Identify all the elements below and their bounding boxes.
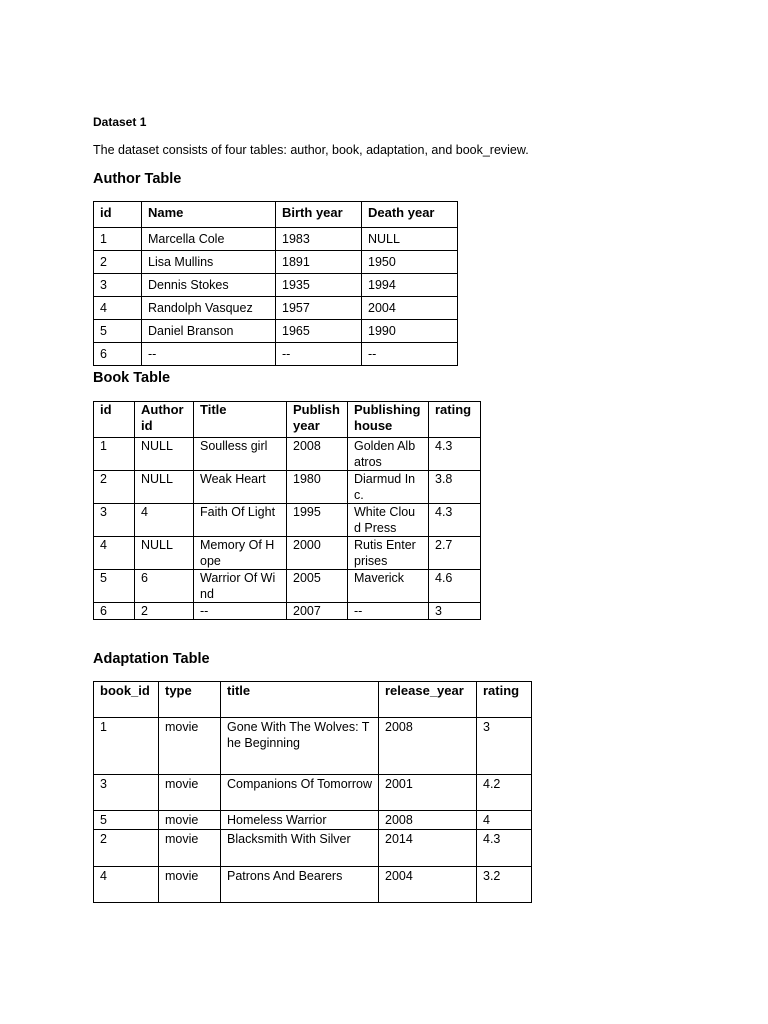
table-cell: Randolph Vasquez	[142, 297, 276, 320]
table-cell: Memory Of Hope	[194, 537, 287, 570]
table-cell: 1983	[276, 228, 362, 251]
table-cell: 4.3	[429, 504, 481, 537]
table-cell: 2005	[287, 570, 348, 603]
table-cell: 2014	[379, 830, 477, 867]
table-cell: Patrons And Bearers	[221, 867, 379, 903]
table-cell: Blacksmith With Silver	[221, 830, 379, 867]
header-cell: book_id	[94, 682, 159, 718]
table-cell: Diarmud Inc.	[348, 471, 429, 504]
table-cell: 4	[94, 537, 135, 570]
table-cell: 2004	[379, 867, 477, 903]
table-cell: movie	[159, 775, 221, 811]
table-row	[94, 274, 458, 297]
table-cell: --	[348, 603, 429, 620]
table-cell: White Cloud Press	[348, 504, 429, 537]
table-cell: 2008	[287, 438, 348, 471]
table-cell: Maverick	[348, 570, 429, 603]
table-cell: 1995	[287, 504, 348, 537]
table-cell: 3	[94, 504, 135, 537]
table-row	[94, 718, 532, 775]
table-cell: NULL	[135, 537, 194, 570]
table-cell: NULL	[135, 438, 194, 471]
table-cell: movie	[159, 830, 221, 867]
table-cell: 2004	[362, 297, 458, 320]
table-cell: movie	[159, 811, 221, 830]
table-cell: 6	[94, 343, 142, 366]
table-cell: Dennis Stokes	[142, 274, 276, 297]
table-cell: 4	[135, 504, 194, 537]
table-cell: Homeless Warrior	[221, 811, 379, 830]
intro-paragraph: The dataset consists of four tables: author, book, adaptation, and book_review.	[93, 143, 529, 157]
header-cell: rating	[429, 402, 481, 438]
table-row	[94, 775, 532, 811]
table-cell: --	[362, 343, 458, 366]
table-row	[94, 251, 458, 274]
table-row	[94, 570, 481, 603]
table-cell: 3.2	[477, 867, 532, 903]
table-cell: Marcella Cole	[142, 228, 276, 251]
table-cell: Daniel Branson	[142, 320, 276, 343]
table-cell: 4.6	[429, 570, 481, 603]
table-cell: 2008	[379, 718, 477, 775]
header-cell: Title	[194, 402, 287, 438]
table-cell: 1957	[276, 297, 362, 320]
table-cell: 4	[94, 297, 142, 320]
table-cell: Soulless girl	[194, 438, 287, 471]
table-cell: 2000	[287, 537, 348, 570]
table-cell: 1990	[362, 320, 458, 343]
table-cell: 1965	[276, 320, 362, 343]
table-cell: 5	[94, 570, 135, 603]
table-header-row	[94, 402, 481, 438]
table-cell: 6	[94, 603, 135, 620]
header-cell: id	[94, 402, 135, 438]
table-cell: 2	[94, 830, 159, 867]
table-cell: 2	[135, 603, 194, 620]
header-cell: id	[94, 202, 142, 228]
table-cell: 4	[94, 867, 159, 903]
table-cell: 2008	[379, 811, 477, 830]
table-row	[94, 228, 458, 251]
table-cell: Golden Albatros	[348, 438, 429, 471]
header-cell: Birth year	[276, 202, 362, 228]
table-cell: 2001	[379, 775, 477, 811]
table-cell: movie	[159, 718, 221, 775]
table-row	[94, 504, 481, 537]
table-cell: 5	[94, 811, 159, 830]
header-cell: Publishing house	[348, 402, 429, 438]
table-cell: 2	[94, 471, 135, 504]
header-cell: rating	[477, 682, 532, 718]
table-row	[94, 537, 481, 570]
author-table-title: Author Table	[93, 171, 182, 187]
table-cell: 4.3	[477, 830, 532, 867]
table-cell: 4	[477, 811, 532, 830]
adaptation-table-title: Adaptation Table	[93, 651, 210, 667]
table-cell: movie	[159, 867, 221, 903]
book-table-title: Book Table	[93, 370, 171, 386]
author-table	[93, 201, 458, 366]
table-cell: Companions Of Tomorrow	[221, 775, 379, 811]
dataset-label: Dataset 1	[93, 115, 147, 129]
table-cell: 3	[429, 603, 481, 620]
table-cell: NULL	[135, 471, 194, 504]
table-row	[94, 297, 458, 320]
table-cell: 1	[94, 438, 135, 471]
table-cell: 1	[94, 228, 142, 251]
table-cell: 4.3	[429, 438, 481, 471]
table-cell: 3	[94, 274, 142, 297]
table-cell: 5	[94, 320, 142, 343]
header-cell: release_year	[379, 682, 477, 718]
table-cell: Warrior Of Wind	[194, 570, 287, 603]
table-row	[94, 811, 532, 830]
header-cell: title	[221, 682, 379, 718]
header-cell: Name	[142, 202, 276, 228]
header-cell: type	[159, 682, 221, 718]
header-cell: Death year	[362, 202, 458, 228]
table-cell: 2.7	[429, 537, 481, 570]
table-cell: 3.8	[429, 471, 481, 504]
table-cell: Rutis Enterprises	[348, 537, 429, 570]
table-cell: --	[276, 343, 362, 366]
table-row	[94, 830, 532, 867]
table-row	[94, 471, 481, 504]
table-row	[94, 438, 481, 471]
table-cell: Gone With The Wolves: The Beginning	[221, 718, 379, 775]
table-cell: 2007	[287, 603, 348, 620]
table-cell: 2	[94, 251, 142, 274]
table-cell: --	[142, 343, 276, 366]
table-cell: 1891	[276, 251, 362, 274]
table-row	[94, 343, 458, 366]
table-cell: 3	[94, 775, 159, 811]
table-cell: Weak Heart	[194, 471, 287, 504]
table-cell: 1	[94, 718, 159, 775]
table-cell: Lisa Mullins	[142, 251, 276, 274]
table-cell: 1935	[276, 274, 362, 297]
table-row	[94, 867, 532, 903]
table-cell: 6	[135, 570, 194, 603]
table-cell: Faith Of Light	[194, 504, 287, 537]
table-row	[94, 603, 481, 620]
table-row	[94, 320, 458, 343]
table-header-row	[94, 682, 532, 718]
table-cell: --	[194, 603, 287, 620]
table-cell: NULL	[362, 228, 458, 251]
table-cell: 3	[477, 718, 532, 775]
header-cell: Publish year	[287, 402, 348, 438]
adaptation-table	[93, 681, 532, 903]
table-cell: 1950	[362, 251, 458, 274]
table-cell: 1994	[362, 274, 458, 297]
table-cell: 4.2	[477, 775, 532, 811]
header-cell: Author id	[135, 402, 194, 438]
book-table	[93, 401, 481, 620]
table-cell: 1980	[287, 471, 348, 504]
table-header-row	[94, 202, 458, 228]
